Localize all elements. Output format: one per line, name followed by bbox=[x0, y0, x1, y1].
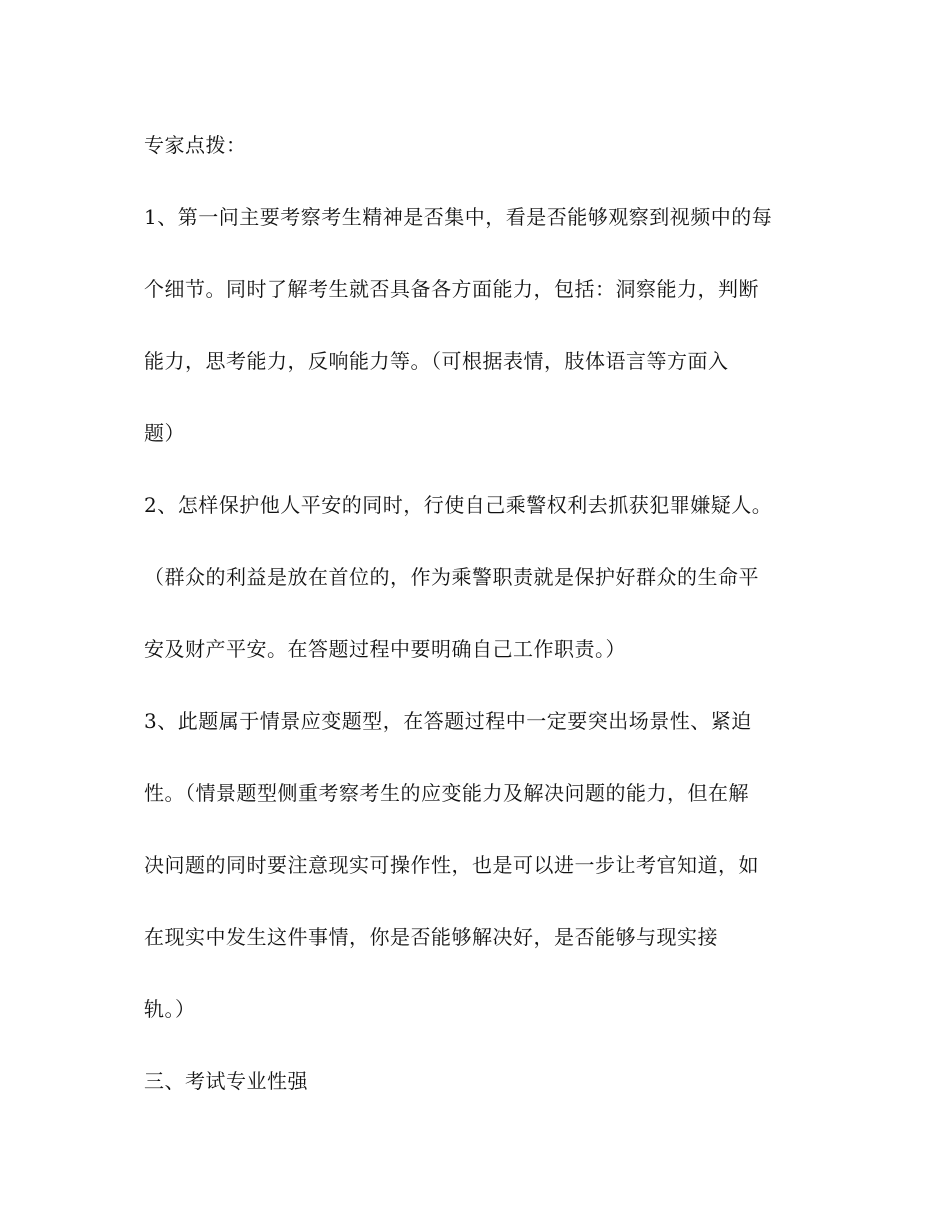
section-heading-expert-tips: 专家点拨： bbox=[144, 133, 247, 157]
paragraph-line: 决问题的同时要注意现实可操作性，也是可以进一步让考官知道，如 bbox=[144, 853, 759, 877]
paragraph-line: 题） bbox=[144, 421, 185, 445]
section-heading-exam-professional: 三、考试专业性强 bbox=[144, 1069, 308, 1093]
paragraph-line: （群众的利益是放在首位的，作为乘警职责就是保护好群众的生命平 bbox=[144, 565, 759, 589]
paragraph-line: 在现实中发生这件事情，你是否能够解决好，是否能够与现实接 bbox=[144, 925, 718, 949]
paragraph-line: 3、此题属于情景应变题型，在答题过程中一定要突出场景性、紧迫 bbox=[144, 709, 752, 733]
paragraph-line: 1、第一问主要考察考生精神是否集中，看是否能够观察到视频中的每 bbox=[144, 205, 773, 229]
paragraph-line: 性。（情景题型侧重考察考生的应变能力及解决问题的能力，但在解 bbox=[144, 781, 749, 805]
paragraph-line: 安及财产平安。在答题过程中要明确自己工作职责。） bbox=[144, 637, 626, 661]
paragraph-line: 能力，思考能力，反响能力等。（可根据表情，肢体语言等方面入 bbox=[144, 349, 729, 373]
paragraph-line: 轨。） bbox=[144, 997, 196, 1021]
paragraph-line: 个细节。同时了解考生就否具备各方面能力，包括：洞察能力，判断 bbox=[144, 277, 759, 301]
paragraph-line: 2、怎样保护他人平安的同时，行使自己乘警权利去抓获犯罪嫌疑人。 bbox=[144, 493, 773, 517]
